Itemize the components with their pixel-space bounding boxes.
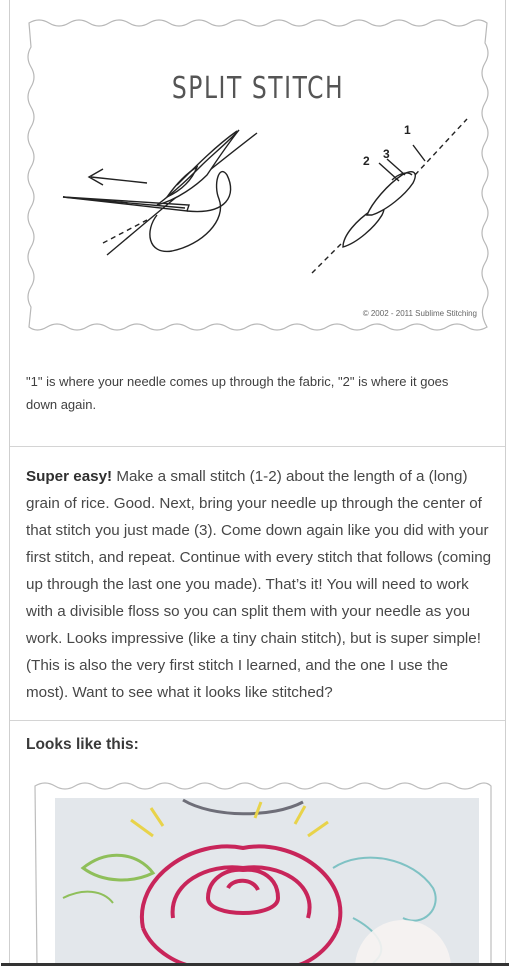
label-one: 1 (404, 123, 411, 137)
section-heading: Looks like this: (26, 736, 139, 753)
diagram-illustration (27, 15, 489, 335)
instructions-text: Make a small stitch (1-2) about the length of a (long) grain of rice. Good. Next, bring your needle up through the center of that stitch you just made (3). Come down again like you did with your first stitch, and repeat. Continue with every stitch that follows (coming up through the last one you made). That’s it! You will need to work with a divisible floss so you can split them with your needle as you work. Looks impressive (like a tiny chain stitch), but is super simple! (This is also the very first stitch I learned, and the one I use the most). Want to see what it looks like stitched? (26, 468, 492, 701)
stitched-example-photo (33, 778, 493, 966)
label-two: 2 (363, 154, 370, 168)
divider (10, 720, 505, 721)
article-content (9, 0, 506, 966)
label-three: 3 (383, 147, 390, 161)
diagram-copyright: © 2002 - 2011 Sublime Stitching (362, 309, 477, 318)
split-stitch-diagram-card (27, 15, 489, 335)
embroidery-photo-image (33, 778, 493, 966)
lead-phrase: Super easy! (26, 468, 113, 485)
instructions-paragraph (26, 463, 492, 706)
diagram-title: SPLIT STITCH (171, 71, 345, 106)
diagram-caption: "1" is where your needle comes up through the fabric, "2" is where it goes down again. (26, 374, 449, 412)
divider (10, 446, 505, 447)
